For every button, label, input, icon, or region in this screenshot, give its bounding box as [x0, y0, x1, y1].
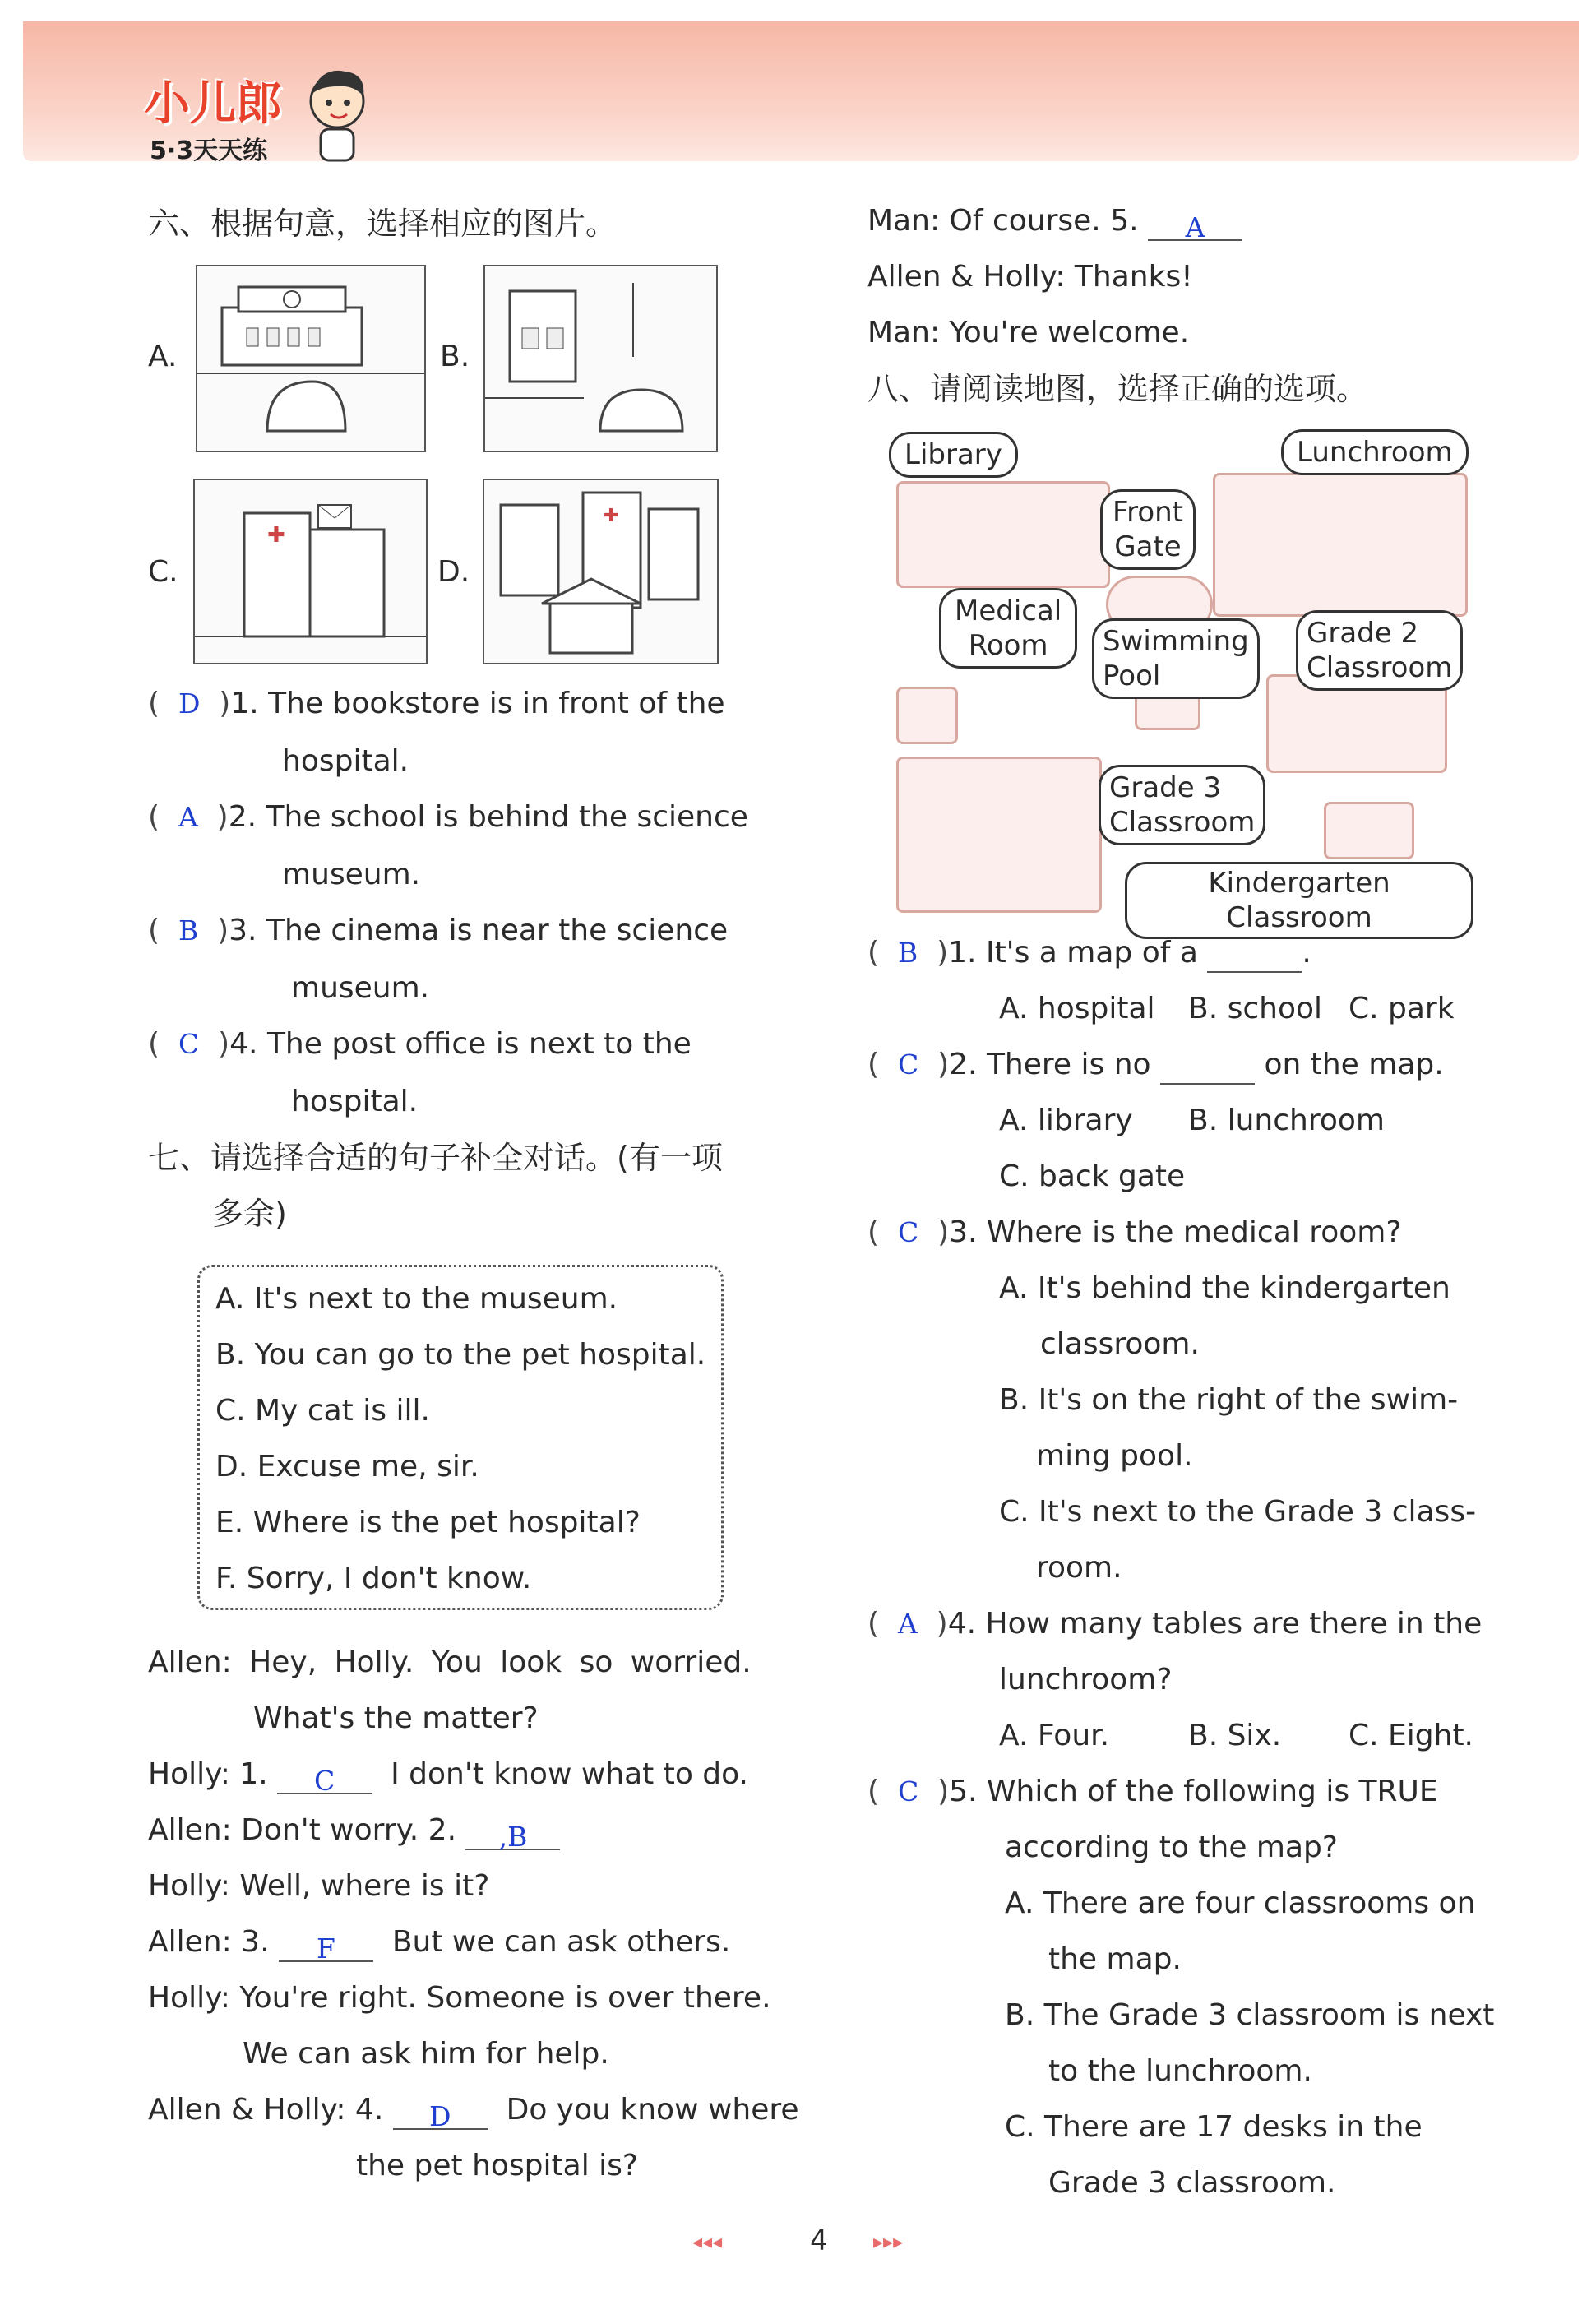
- picture-b-cinema-museum: [483, 265, 718, 452]
- picture-label-c: C.: [148, 555, 178, 589]
- map-label-grade3: Grade 3 Classroom: [1099, 765, 1265, 845]
- s8-q5-option-a-cont: the map.: [1048, 1942, 1182, 1976]
- section6-title: 六、根据句意，选择相应的图片。: [148, 206, 618, 242]
- picture-label-b: B.: [440, 340, 470, 373]
- dialogue-answer-2: ,B: [498, 1821, 528, 1853]
- dialogue-line-1-cont: What's the matter?: [253, 1701, 539, 1735]
- s8-q2-option-b: B. lunchroom: [1188, 1104, 1385, 1137]
- s6-question-3: ( B )3. The cinema is near the science: [148, 914, 729, 947]
- s8-question-4: ( A )4. How many tables are there in the: [867, 1607, 1483, 1641]
- s8-q1-option-b: B. school: [1188, 992, 1323, 1025]
- s8-answer-2: C: [897, 1048, 919, 1081]
- map-label-front-gate: Front Gate: [1100, 489, 1196, 570]
- cartoon-boy-icon: [296, 62, 378, 164]
- dialogue-line-1: Allen: Hey, Holly. You look so worried.: [148, 1645, 752, 1679]
- footer-left-arrows: ◂◂◂: [692, 2230, 723, 2253]
- dialogue-line-10: Man: You're welcome.: [867, 316, 1190, 349]
- dialogue-answer-4: D: [428, 2100, 451, 2132]
- svg-text:✚: ✚: [604, 506, 619, 526]
- s8-q5-option-b-cont: to the lunchroom.: [1048, 2054, 1312, 2088]
- option-f: F. Sorry, I don't know.: [215, 1562, 532, 1595]
- s8-question-5-cont: according to the map?: [1005, 1831, 1338, 1864]
- page-number: 4: [810, 2224, 828, 2257]
- option-a: A. It's next to the museum.: [215, 1282, 618, 1316]
- picture-c-post-office-hospital: [193, 479, 428, 664]
- s8-q5-option-c: C. There are 17 desks in the: [1005, 2110, 1423, 2144]
- s8-answer-3: C: [897, 1216, 919, 1248]
- library-building: [896, 481, 1110, 588]
- s8-answer-4: A: [897, 1608, 918, 1640]
- s6-question-2: ( A )2. The school is behind the science: [148, 800, 748, 834]
- option-b: B. You can go to the pet hospital.: [215, 1338, 706, 1372]
- s8-q4-option-b: B. Six.: [1188, 1719, 1282, 1752]
- s6-answer-4: C: [178, 1028, 200, 1060]
- s8-question-3: ( C )3. Where is the medical room?: [867, 1215, 1402, 1249]
- option-c: C. My cat is ill.: [215, 1394, 430, 1428]
- option-d: D. Excuse me, sir.: [215, 1450, 479, 1483]
- dialogue-answer-5: A: [1185, 211, 1205, 243]
- dialogue-line-4: Holly: Well, where is it?: [148, 1869, 490, 1903]
- medical-room-building: [896, 687, 958, 744]
- dialogue-line-5: Allen: 3. F But we can ask others.: [148, 1925, 731, 1965]
- s8-q5-option-a: A. There are four classrooms on: [1005, 1886, 1476, 1920]
- school-map: [888, 428, 1473, 934]
- s6-question-1: ( D )1. The bookstore is in front of the: [148, 687, 725, 720]
- s8-question-5: ( C )5. Which of the following is TRUE: [867, 1775, 1438, 1808]
- dialogue-line-8: Man: Of course. 5. A: [867, 201, 1242, 241]
- s8-q3-option-b: B. It's on the right of the swim-: [999, 1383, 1459, 1417]
- section7-title: 七、请选择合适的句子补全对话。(有一项: [148, 1140, 723, 1176]
- s8-answer-5: C: [897, 1775, 919, 1807]
- s8-q4-option-c: C. Eight.: [1349, 1719, 1473, 1752]
- dialogue-answer-3: F: [317, 1932, 335, 1965]
- dialogue-line-7: Allen & Holly: 4. D Do you know where: [148, 2093, 799, 2132]
- s8-q1-option-a: A. hospital: [999, 992, 1155, 1025]
- s8-answer-1: B: [897, 937, 918, 969]
- dialogue-line-6: Holly: You're right. Someone is over there.: [148, 1981, 771, 2015]
- s8-q5-option-b: B. The Grade 3 classroom is next: [1005, 1998, 1495, 2032]
- svg-text:✚: ✚: [267, 523, 285, 548]
- s8-q3-option-c: C. It's next to the Grade 3 class-: [999, 1495, 1477, 1529]
- footer-right-arrows: ▸▸▸: [873, 2230, 904, 2253]
- s8-q3-option-a-cont: classroom.: [1040, 1327, 1200, 1361]
- s8-question-2: ( C )2. There is no on the map.: [867, 1045, 1444, 1085]
- picture-d-bookstore-hospital: [483, 479, 719, 664]
- s6-answer-1: D: [178, 687, 201, 720]
- s6-question-2-cont: museum.: [282, 858, 421, 891]
- dialogue-line-6-cont: We can ask him for help.: [243, 2037, 609, 2071]
- s6-question-4: ( C )4. The post office is next to the: [148, 1027, 692, 1061]
- map-label-kindergarten: Kindergarten Classroom: [1125, 862, 1473, 939]
- section8-title: 八、请阅读地图，选择正确的选项。: [867, 371, 1368, 407]
- dialogue-answer-1: C: [314, 1765, 335, 1797]
- s6-question-4-cont: hospital.: [291, 1085, 419, 1118]
- s8-q5-option-c-cont: Grade 3 classroom.: [1048, 2166, 1336, 2200]
- s8-question-1: ( B )1. It's a map of a .: [867, 933, 1311, 973]
- s8-q2-option-c: C. back gate: [999, 1159, 1186, 1193]
- picture-label-a: A.: [148, 340, 178, 373]
- s8-q3-option-c-cont: room.: [1036, 1551, 1122, 1585]
- s8-question-4-cont: lunchroom?: [999, 1663, 1173, 1696]
- dialogue-line-3: Allen: Don't worry. 2. ,B: [148, 1811, 560, 1850]
- map-label-swimming-pool: Swimming Pool: [1092, 618, 1260, 699]
- option-e: E. Where is the pet hospital?: [215, 1506, 641, 1539]
- lunchroom-building: [1213, 473, 1468, 617]
- map-label-lunchroom: Lunchroom: [1281, 429, 1469, 475]
- grade3-classroom-building: [896, 757, 1102, 913]
- s8-q1-option-c: C. park: [1349, 992, 1455, 1025]
- dialogue-line-7-cont: the pet hospital is?: [356, 2149, 639, 2182]
- map-label-medical-room: Medical Room: [939, 588, 1077, 669]
- kindergarten-building: [1324, 802, 1414, 859]
- section7-title-cont: 多余): [212, 1196, 287, 1232]
- s6-question-1-cont: hospital.: [282, 744, 409, 778]
- s8-q3-option-a: A. It's behind the kindergarten: [999, 1271, 1450, 1305]
- logo-subtitle: 5·3天天练: [150, 137, 268, 165]
- s8-q3-option-b-cont: ming pool.: [1036, 1439, 1193, 1473]
- s6-answer-3: B: [178, 914, 199, 947]
- s6-answer-2: A: [178, 801, 198, 833]
- dialogue-line-9: Allen & Holly: Thanks!: [867, 260, 1193, 294]
- dialogue-line-2: Holly: 1. C I don't know what to do.: [148, 1757, 748, 1797]
- picture-label-d: D.: [437, 555, 470, 589]
- picture-a-school-museum: [196, 265, 426, 452]
- s6-question-3-cont: museum.: [291, 971, 430, 1005]
- s8-q2-option-a: A. library: [999, 1104, 1133, 1137]
- map-label-grade2: Grade 2 Classroom: [1296, 610, 1463, 691]
- map-label-library: Library: [889, 432, 1018, 478]
- s8-q4-option-a: A. Four.: [999, 1719, 1110, 1752]
- logo-title: 小儿郎: [144, 77, 282, 131]
